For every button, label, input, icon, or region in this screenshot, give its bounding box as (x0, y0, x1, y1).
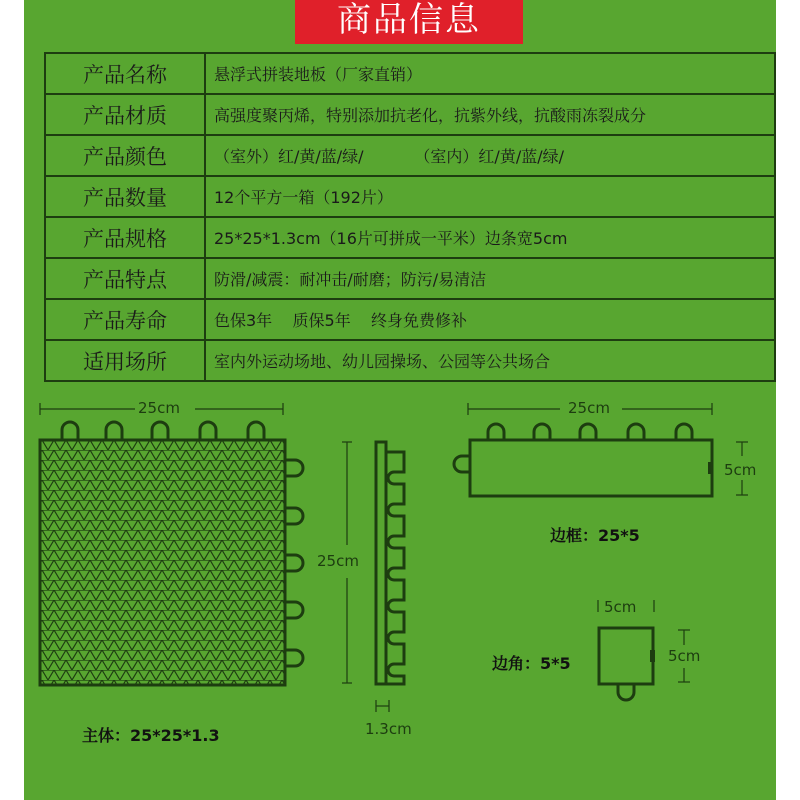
spec-label: 产品数量 (46, 177, 206, 216)
corner-piece (599, 628, 653, 700)
spec-value: 室内外运动场地、幼儿园操场、公园等公共场合 (214, 352, 551, 371)
spec-value: 悬浮式拼装地板（厂家直销） (214, 65, 423, 84)
main-tile (40, 422, 303, 685)
banner-title: 商品信息 (295, 0, 523, 44)
edge-width-label: 25cm (568, 399, 610, 417)
spec-label: 产品特点 (46, 259, 206, 298)
spec-label: 产品材质 (46, 95, 206, 134)
spec-value: 25*25*1.3cm（16片可拼成一平米）边条宽5cm (214, 229, 568, 248)
spec-value: 色保3年 质保5年 终身免费修补 (214, 311, 468, 330)
tile-side-profile (376, 442, 404, 684)
spec-value: 防滑/减震：耐冲击/耐磨；防污/易清洁 (214, 270, 487, 289)
tile-caption: 主体：25*25*1.3 (82, 726, 220, 745)
spec-label: 产品颜色 (46, 136, 206, 175)
tile-height-label: 25cm (317, 552, 359, 570)
edge-height-label: 5cm (724, 461, 757, 479)
spec-label: 产品名称 (46, 54, 206, 93)
edge-piece (454, 424, 712, 496)
corner-caption: 边角：5*5 (492, 654, 571, 673)
spec-label: 适用场所 (46, 341, 206, 380)
tile-thickness-label: 1.3cm (365, 720, 412, 738)
edge-caption: 边框：25*5 (550, 526, 640, 545)
corner-height-label: 5cm (668, 647, 701, 665)
thickness-dimension (376, 700, 389, 712)
spec-value: 12个平方一箱（192片） (214, 188, 393, 207)
tile-width-label: 25cm (138, 399, 180, 417)
spec-value: （室外）红/黄/蓝/绿/ （室内）红/黄/蓝/绿/ (214, 147, 564, 166)
spec-value: 高强度聚丙烯，特别添加抗老化，抗紫外线，抗酸雨冻裂成分 (214, 106, 647, 125)
spec-label: 产品寿命 (46, 300, 206, 339)
spec-label: 产品规格 (46, 218, 206, 257)
corner-width-label: 5cm (604, 598, 637, 616)
